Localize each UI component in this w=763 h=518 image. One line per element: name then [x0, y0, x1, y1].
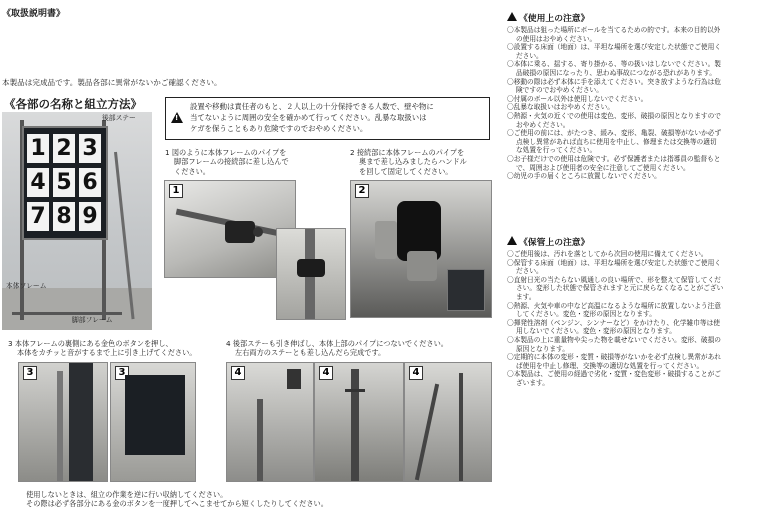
target-2: 2: [53, 134, 75, 163]
warning-line-3: ケガを保うこともあり危険ですのでおやめください。: [190, 124, 368, 133]
storage-notes-item-8: 〇本製品は、ご使用の経過で劣化・変質・変色変形・破損することがご: [507, 370, 721, 379]
step-1-text: [165, 148, 289, 176]
usage-notes-item-4: 〇移動の際は必ず本体に手を添えてください。突き放すような行為は危: [507, 77, 721, 86]
storage-notes-item-7: 〇定期的に本体の変形・変質・破損等がないかを必ず点検し異常があれ: [507, 353, 721, 362]
bullet-circle-icon: 〇: [507, 111, 514, 120]
bullet-circle-icon: 〇: [507, 275, 514, 284]
target-9: 9: [79, 202, 101, 231]
storage-notes-item-3-cont: さい。変形した状態で保管されますと元に戻らなくなることがござい: [516, 284, 724, 293]
step-1-detail-photo: [276, 228, 346, 320]
step-1-line-3: ください。: [174, 166, 210, 176]
target-8: 8: [53, 202, 75, 231]
parts-heading: 《各部の名称と組立方法》: [4, 97, 142, 111]
usage-notes-item-1-cont: の使用はおやめください。: [516, 34, 597, 43]
step-4-line-2: 左右両方のステーとも差し込んだら完成です。: [235, 348, 386, 358]
step-3-text: [8, 339, 196, 358]
step-3-photo-a: [18, 362, 108, 482]
storage-instructions: [26, 490, 328, 509]
bullet-circle-icon: 〇: [507, 60, 514, 69]
footer-line-1: 使用しないときは、組立の作業を逆に行い収納してください。: [26, 490, 228, 499]
bullet-circle-icon: 〇: [507, 370, 514, 379]
target-5: 5: [53, 168, 75, 197]
step-2-line-3: を回して固定してください。: [359, 166, 453, 176]
usage-notes-item-6: 〇乱暴な取扱いはおやめください。: [507, 103, 614, 112]
step-3-line-1: 3 本体フレームの裏側にある金色のボタンを押し、: [8, 339, 173, 348]
step-4-badge-b: 4: [319, 366, 333, 380]
usage-warning-icon: [507, 12, 517, 21]
target-1: 1: [27, 134, 49, 163]
usage-notes-item-2-cont: ださい。: [516, 51, 543, 60]
usage-notes-item-2: 〇設置する床面（地面）は、平坦な場所を選び安定した状態でご使用く: [507, 43, 721, 52]
storage-notes-heading: 《保管上の注意》: [519, 238, 590, 248]
storage-notes-item-6-cont: 原因となります。: [516, 344, 569, 353]
bullet-circle-icon: 〇: [507, 318, 514, 327]
step-1-badge: 1: [169, 184, 183, 198]
bullet-circle-icon: 〇: [507, 335, 514, 344]
storage-notes-item-6: 〇本製品の上に重量物や尖った物を載せないでください。変形、破損の: [507, 335, 721, 344]
warning-box: [165, 97, 490, 140]
label-rear-stay: 後部ステー: [102, 114, 136, 122]
label-leg-frame: 脚部フレーム: [72, 316, 113, 324]
bullet-circle-icon: 〇: [507, 43, 514, 52]
step-2-line-1: 2 接続部に本体フレームのパイプを: [350, 148, 465, 157]
step-4-badge-c: 4: [409, 366, 423, 380]
bullet-circle-icon: 〇: [507, 103, 514, 112]
usage-notes-item-7: 〇熱源・火気の近くでの使用は変色、変形、破損の原因となりますので: [507, 111, 721, 120]
step-3-badge: 3: [23, 366, 37, 380]
step-2-badge: 2: [355, 184, 369, 198]
label-body-frame: 本体フレーム: [6, 282, 47, 290]
usage-notes-item-5: 〇付属のボール以外は使用しないでください。: [507, 94, 648, 103]
step-3-badge-b: 3: [115, 366, 129, 380]
storage-notes-list: [507, 250, 723, 388]
target-4: 4: [27, 168, 49, 197]
step-3-line-2: 本体をカチッと音がするまで上に引き上げてください。: [17, 348, 197, 358]
usage-notes-item-9: 〇お子様だけでの使用は危険です。必ず保護者または指導員の監督もと: [507, 154, 721, 163]
step-4-text: [226, 339, 448, 358]
bullet-circle-icon: 〇: [507, 353, 514, 362]
storage-notes-item-8-cont: ざいます。: [516, 378, 549, 387]
step-2-text: [350, 148, 467, 176]
storage-warning-icon: [507, 236, 517, 245]
usage-notes-item-8: 〇ご使用の前には、がたつき、緩み、変形、亀裂、破損等がないか必ず: [507, 129, 722, 138]
usage-notes-list: [507, 26, 721, 181]
bullet-circle-icon: 〇: [507, 301, 514, 310]
bullet-circle-icon: 〇: [507, 26, 514, 34]
step-4-badge-a: 4: [231, 366, 245, 380]
usage-notes-item-3-cont: 品破損の原因になったり、思わぬ事故につながる恐れがあります。: [516, 68, 716, 77]
usage-notes-item-9-cont: で、周囲および使用者の安全に注意してご使用ください。: [516, 163, 690, 172]
step-1-line-2: 脚部フレームの接続部に差し込んで: [174, 157, 289, 167]
storage-notes-item-2-cont: ださい。: [516, 267, 543, 276]
bullet-circle-icon: 〇: [507, 250, 514, 258]
storage-notes-item-5: 〇揮発性溶剤（ベンジン、シンナーなど）をかけたり、化学雑巾等は使: [507, 318, 720, 327]
target-6: 6: [79, 168, 101, 197]
usage-notes-item-8-cont: な処置を行ってください。: [516, 146, 597, 155]
warning-line-2: 当てないように周囲の安全を確かめて行ってください。乱暴な取扱いは: [190, 113, 427, 122]
storage-notes-item-2: 〇保管する床面（地面）は、平坦な場所を選び安定した状態でご使用く: [507, 258, 721, 267]
step-2-line-2: 奥まで差し込みましたらハンドル: [359, 157, 467, 167]
storage-notes-item-7-cont: ば使用を中止し修理、交換等の適切な処置を行ってください。: [516, 361, 704, 370]
warning-icon: [171, 112, 183, 123]
usage-notes-item-7-cont: おやめください。: [516, 120, 570, 129]
product-photo: [2, 112, 152, 330]
storage-notes-item-4-cont: してください。変色・変形の原因となります。: [516, 310, 656, 319]
usage-notes-item-1: 〇本製品は狙った場所にボールを当てるための的です。本来の目的以外: [507, 26, 721, 34]
storage-notes-item-5-cont: 用しないでください。変色・変形の原因となります。: [516, 327, 676, 336]
bullet-circle-icon: 〇: [507, 94, 514, 103]
usage-notes-heading: 《使用上の注意》: [519, 14, 590, 24]
target-7: 7: [27, 202, 49, 231]
storage-notes-item-3-cont: ます。: [516, 292, 536, 301]
step-2-photo: [350, 180, 492, 318]
usage-notes-item-10: 〇幼児の手の届くところに放置しないでください。: [507, 172, 661, 181]
document-title: 《取扱説明書》: [2, 9, 66, 19]
step-1-line-1: 1 図のように本体フレームのパイプを: [165, 148, 287, 157]
usage-notes-item-3: 〇本体に乗る、揺する、寄り掛かる、等の扱いはしないでください。製: [507, 60, 721, 69]
footer-line-2: その際は必ず各部分にある金のボタンを一度押してへこませてから短くしたりしてください。: [26, 499, 328, 509]
usage-notes-item-8-cont: 点検し異常があれば直ちに使用を中止し、修理または交換等の適切: [516, 137, 717, 146]
intro-text: 本製品は完成品です。製品各部に異常がないかご確認ください。: [2, 78, 222, 87]
bullet-circle-icon: 〇: [507, 154, 514, 163]
bullet-circle-icon: 〇: [507, 77, 514, 86]
step-4-photo-a: [226, 362, 314, 482]
step-4-photo-c: [404, 362, 492, 482]
step-3-photo-b: [110, 362, 196, 482]
target-3: 3: [79, 134, 101, 163]
bullet-circle-icon: 〇: [507, 129, 514, 138]
storage-notes-item-3: 〇直射日光の当たらない風通しの良い場所で、形を整えて保管してくだ: [507, 275, 721, 284]
step-4-photo-b: [314, 362, 404, 482]
scoreboard: [22, 126, 108, 240]
storage-notes-item-4: 〇熱源、火気や車の中など高温になるような場所に放置しないよう注意: [507, 301, 721, 310]
usage-notes-item-4-cont: 険ですのでおやめください。: [516, 86, 603, 95]
storage-notes-item-1: 〇ご使用後は、汚れを落としてから次回の使用に備えてください。: [507, 250, 708, 258]
step-4-line-1: 4 後部ステーも引き伸ばし、本体上部のパイプにつないでください。: [226, 339, 448, 348]
bullet-circle-icon: 〇: [507, 172, 514, 181]
warning-line-1: 設置や移動は責任者のもと、２人以上の十分保持できる人数で、壁や物に: [190, 102, 434, 111]
bullet-circle-icon: 〇: [507, 258, 514, 267]
